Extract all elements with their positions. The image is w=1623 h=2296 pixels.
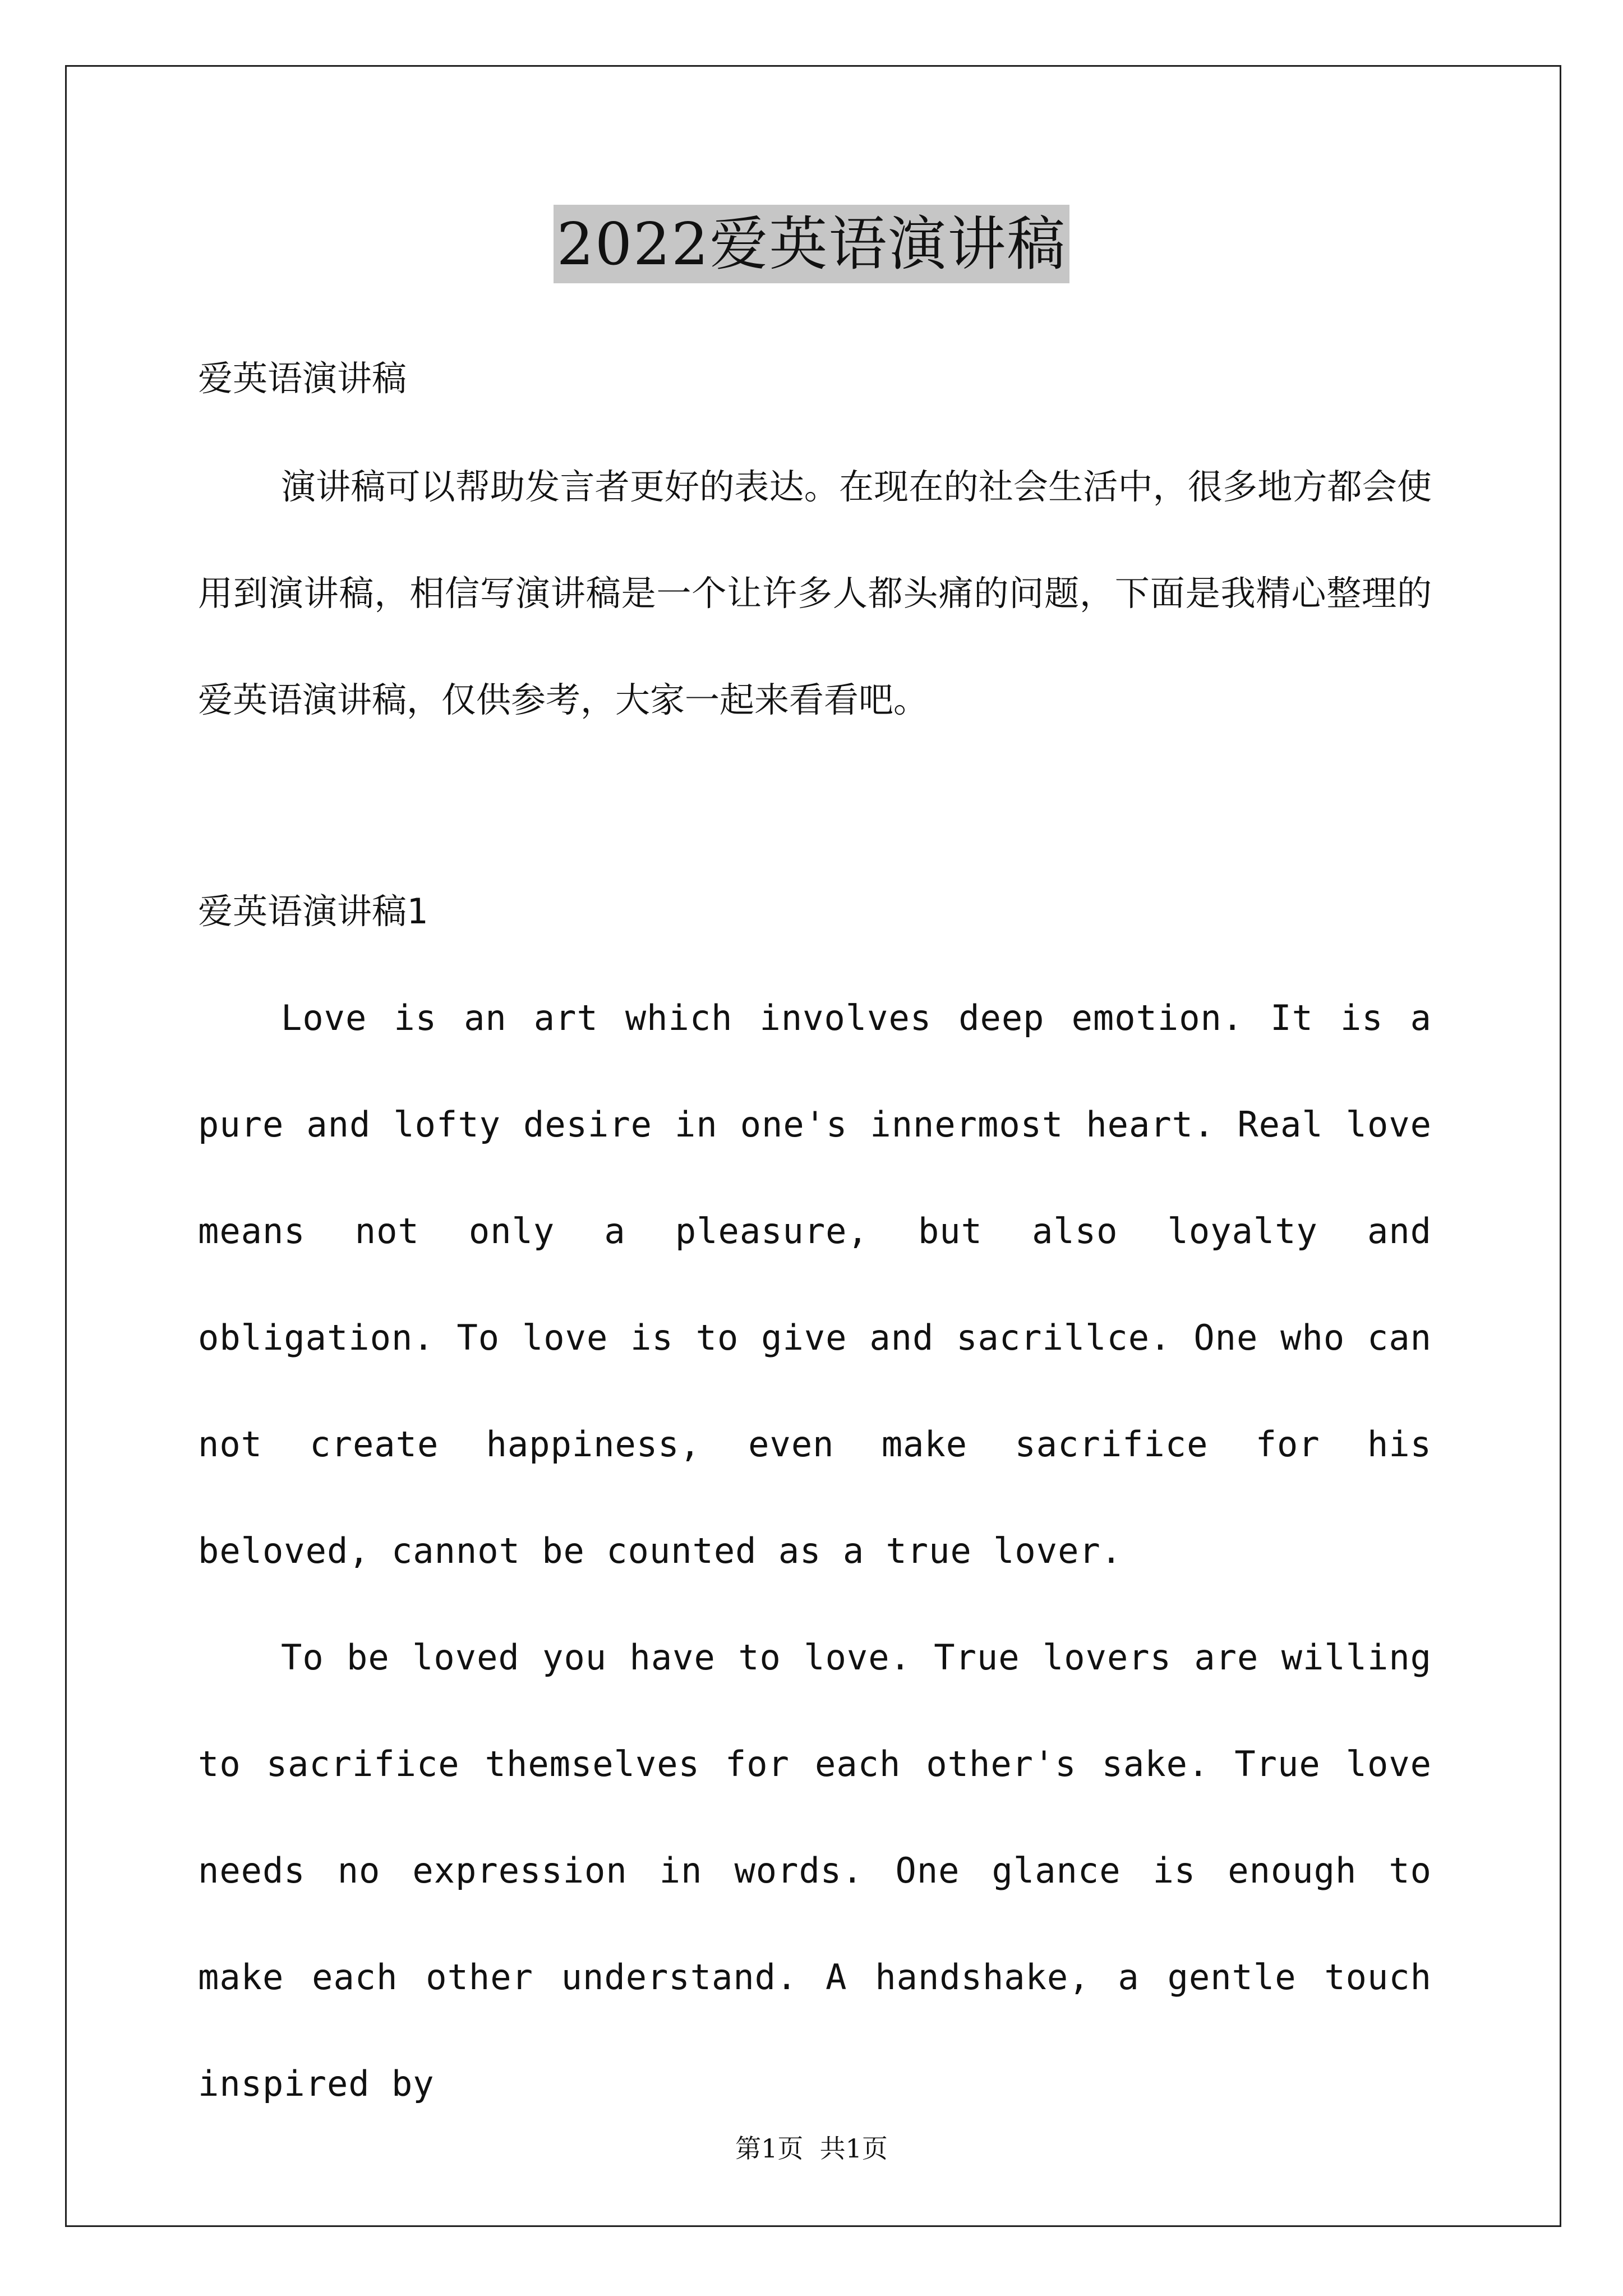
section-heading: 爱英语演讲稿1 bbox=[198, 891, 428, 932]
body-paragraph-2: To be loved you have to love. True lovers are willing to sacrifice themselves for each other's sake. True love needs no expression in words. One glance is enough to make each other understand. A handshake, a gentle touch inspired by bbox=[198, 1637, 1432, 2104]
section-heading-block bbox=[198, 884, 1432, 940]
title-container bbox=[0, 205, 1623, 283]
intro-paragraph: 演讲稿可以帮助发言者更好的表达。在现在的社会生活中，很多地方都会使用到演讲稿，相信写演讲稿是一个让许多人都头痛的问题，下面是我精心整理的爱英语演讲稿，仅供参考，大家一起来看看吧。 bbox=[198, 466, 1432, 720]
body-paragraph-1: Love is an art which involves deep emotion. It is a pure and lofty desire in one's innermost heart. Real love means not only a pleasure, but also loyalty and obligation. To love is to give and sacrillce. One who can not create happiness, even make sacrifice for his beloved, cannot be counted as a true lover. bbox=[198, 997, 1432, 1571]
page-footer: 第1页 共1页 bbox=[735, 2133, 888, 2164]
subtitle-block bbox=[198, 351, 1432, 407]
document-subtitle: 爱英语演讲稿 bbox=[198, 358, 407, 399]
document-title: 2022爱英语演讲稿 bbox=[554, 205, 1070, 283]
intro-block bbox=[198, 434, 1432, 753]
english-body bbox=[198, 965, 1432, 2137]
